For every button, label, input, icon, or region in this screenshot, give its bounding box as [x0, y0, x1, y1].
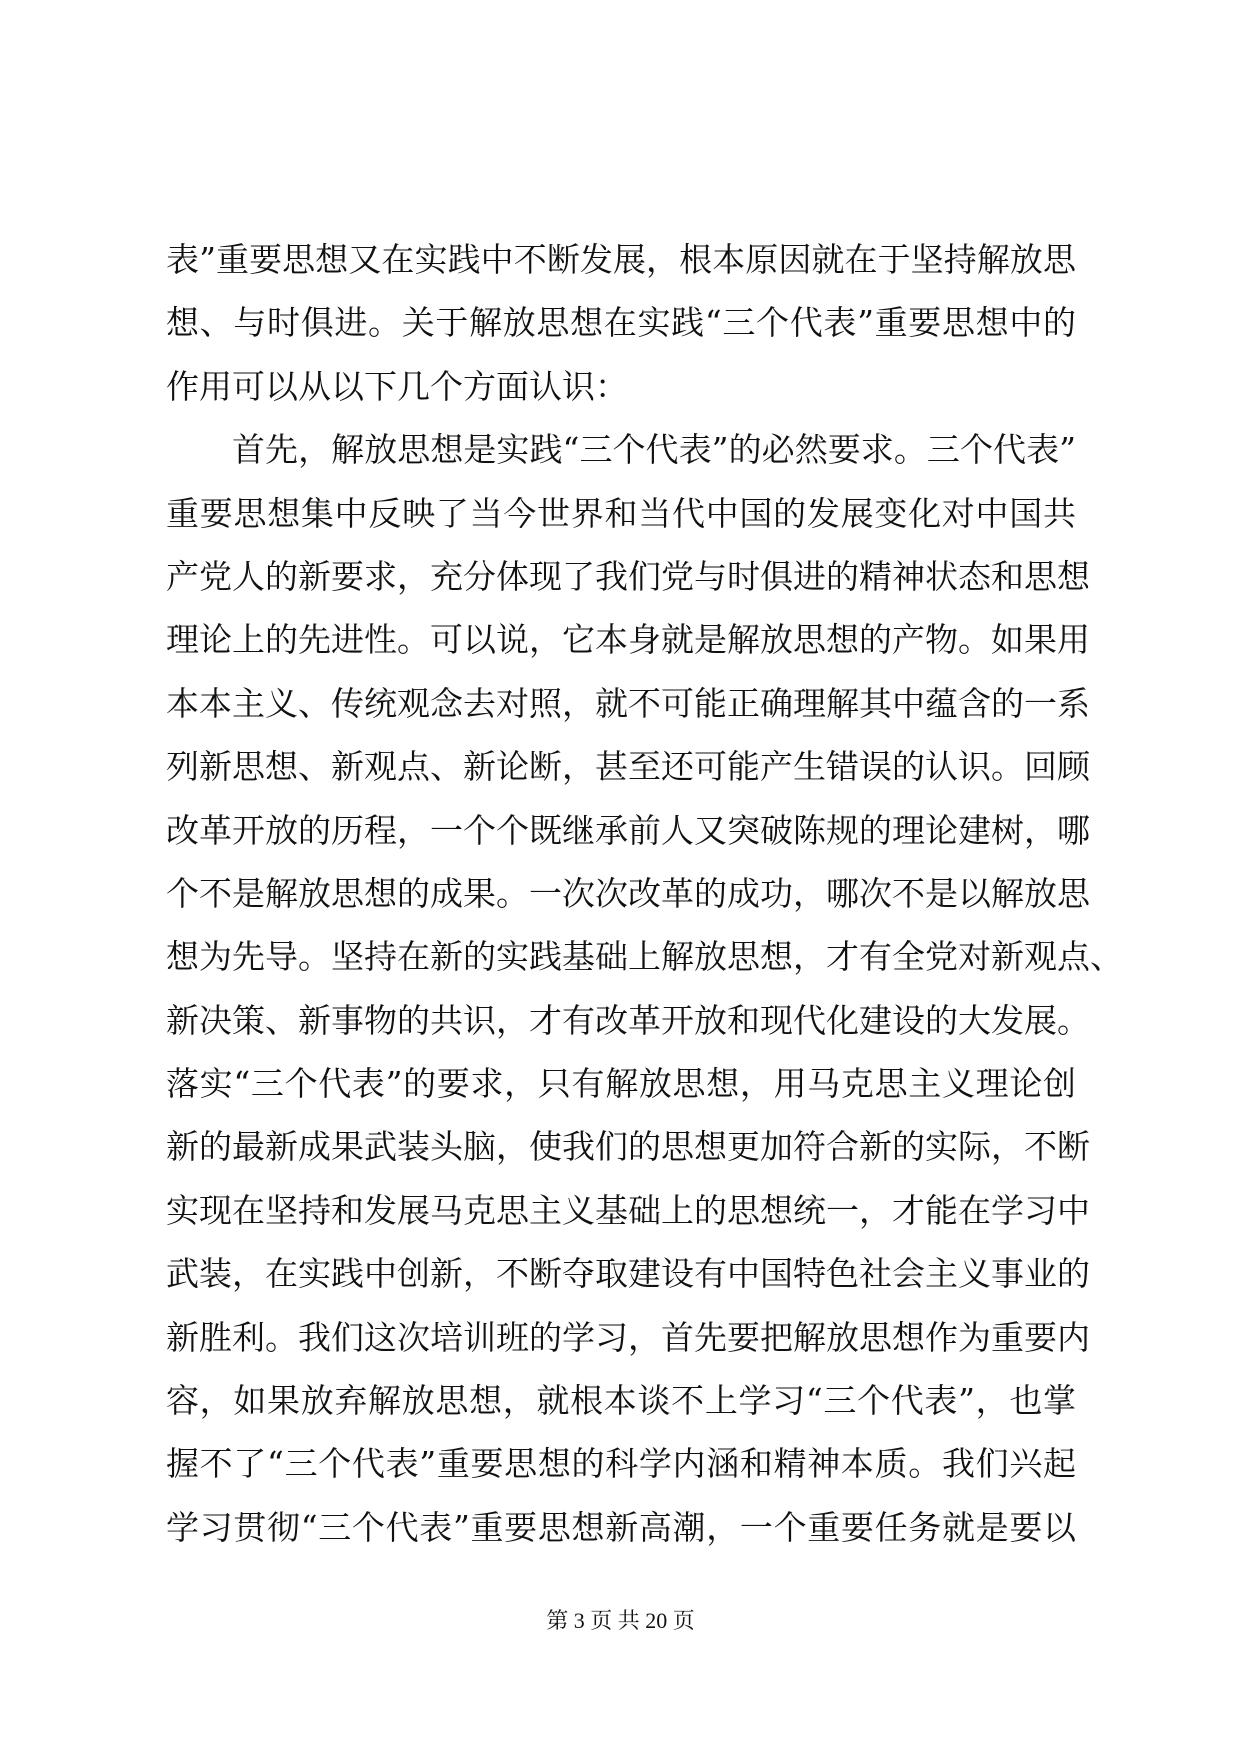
- text-line: 理论上的先进性。可以说，它本身就是解放思想的产物。如果用: [166, 620, 1090, 660]
- text-line: 想为先导。坚持在新的实践基础上解放思想，才有全党对新观点、: [166, 937, 1123, 977]
- text-line: 产党人的新要求，充分体现了我们党与时俱进的精神状态和思想: [166, 556, 1090, 596]
- text-line: 首先，解放思想是实践“三个代表”的必然要求。三个代表”: [232, 430, 1076, 470]
- text-line: 实现在坚持和发展马克思主义基础上的思想统一，才能在学习中: [166, 1190, 1090, 1230]
- text-line: 学习贯彻“三个代表”重要思想新高潮，一个重要任务就是要以: [166, 1507, 1076, 1547]
- text-line: 武装，在实践中创新，不断夺取建设有中国特色社会主义事业的: [166, 1254, 1090, 1294]
- text-line: 个不是解放思想的成果。一次次改革的成功，哪次不是以解放思: [166, 873, 1090, 913]
- text-line: 新的最新成果武装头脑，使我们的思想更加符合新的实际，不断: [166, 1127, 1090, 1167]
- text-line: 握不了“三个代表”重要思想的科学内涵和精神本质。我们兴起: [166, 1444, 1076, 1484]
- text-line: 新决策、新事物的共识，才有改革开放和现代化建设的大发展。: [166, 1000, 1090, 1040]
- page-number-footer: 第 3 页 共 20 页: [546, 1608, 695, 1633]
- text-line: 容，如果放弃解放思想，就根本谈不上学习“三个代表”，也掌: [166, 1381, 1076, 1421]
- text-line: 想、与时俱进。关于解放思想在实践“三个代表”重要思想中的: [166, 303, 1076, 343]
- text-line: 新胜利。我们这次培训班的学习，首先要把解放思想作为重要内: [166, 1317, 1090, 1357]
- text-line: 本本主义、传统观念去对照，就不可能正确理解其中蕴含的一系: [166, 683, 1090, 723]
- text-line: 作用可以从以下几个方面认识：: [166, 366, 628, 406]
- text-line: 重要思想集中反映了当今世界和当代中国的发展变化对中国共: [166, 493, 1076, 533]
- text-line: 改革开放的历程，一个个既继承前人又突破陈规的理论建树，哪: [166, 810, 1090, 850]
- text-line: 列新思想、新观点、新论断，甚至还可能产生错误的认识。回顾: [166, 747, 1090, 787]
- text-line: 落实“三个代表”的要求，只有解放思想，用马克思主义理论创: [166, 1064, 1076, 1104]
- body-text: [166, 228, 1123, 1559]
- text-line: 表”重要思想又在实践中不断发展，根本原因就在于坚持解放思: [166, 240, 1076, 279]
